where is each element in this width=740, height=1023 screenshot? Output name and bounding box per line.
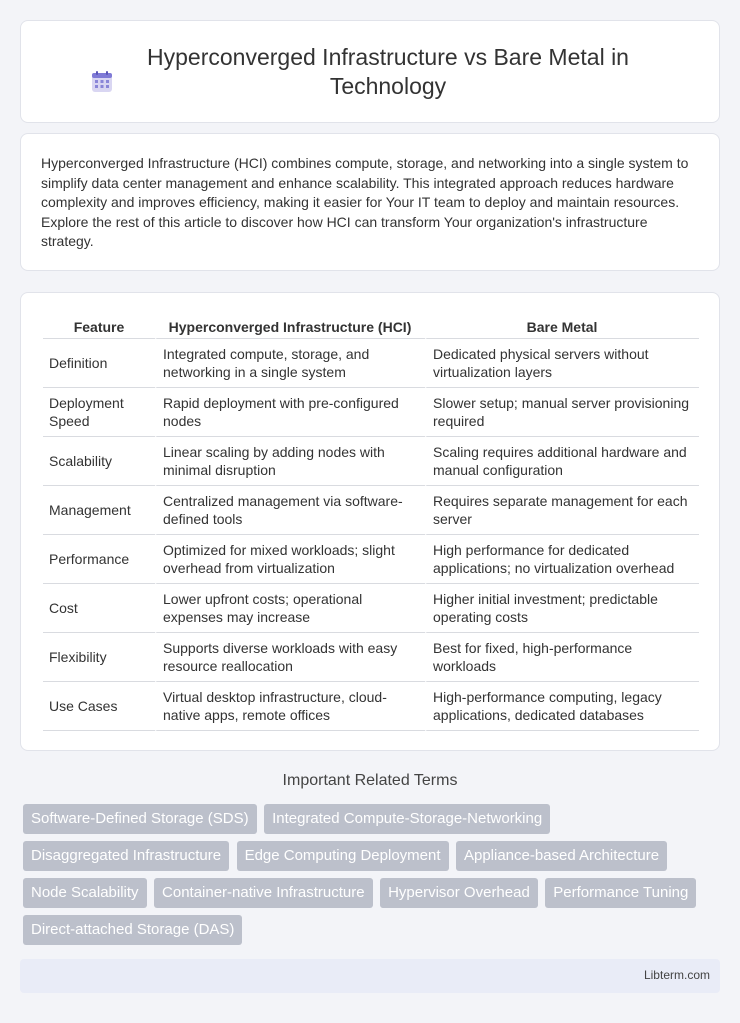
row-feature: Use Cases	[43, 681, 155, 731]
table-row	[43, 387, 699, 436]
row-feature: Performance	[43, 534, 155, 583]
row-feature: Management	[43, 485, 155, 534]
calendar-icon	[90, 69, 116, 95]
footer-site-link[interactable]: Libterm.com	[643, 968, 710, 982]
related-term-tag[interactable]: Disaggregated Infrastructure	[23, 841, 229, 871]
related-terms-title: Important Related Terms	[282, 772, 458, 789]
row-bare-metal: Dedicated physical servers without virtualization layers	[425, 338, 699, 387]
table-row	[43, 485, 699, 534]
row-hci: Lower upfront costs; operational expenses may increase	[155, 583, 425, 632]
related-term-tag[interactable]: Edge Computing Deployment	[237, 841, 449, 871]
row-hci: Optimized for mixed workloads; slight overhead from virtualization	[155, 534, 425, 583]
row-hci: Centralized management via software-defined tools	[155, 485, 425, 534]
page-title: Hyperconverged Infrastructure vs Bare Metal in Technology	[147, 43, 629, 99]
intro-text: Hyperconverged Infrastructure (HCI) combines compute, storage, and networking into a single system to simplify data center management and enhance scalability. This integrated approach reduces hardware complexity and improves efficiency, making it easier for Your IT team to deploy and maintain resources. Explore the rest of this article to discover how HCI can transform Your organization's infrastructure strategy.	[41, 155, 689, 250]
comparison-card	[20, 292, 720, 751]
table-row	[43, 534, 699, 583]
row-feature: Cost	[43, 583, 155, 632]
row-feature: Deployment Speed	[43, 387, 155, 436]
row-hci: Rapid deployment with pre-configured nodes	[155, 387, 425, 436]
intro-card	[20, 133, 720, 271]
header-hci: Hyperconverged Infrastructure (HCI)	[168, 319, 412, 335]
row-hci: Virtual desktop infrastructure, cloud-native apps, remote offices	[155, 681, 425, 731]
related-term-tag[interactable]: Software-Defined Storage (SDS)	[23, 804, 257, 834]
row-feature: Definition	[43, 338, 155, 387]
row-bare-metal: Best for fixed, high-performance workloads	[425, 632, 699, 681]
comparison-table	[43, 315, 699, 731]
related-term-tag[interactable]: Integrated Compute-Storage-Networking	[264, 804, 550, 834]
row-feature: Flexibility	[43, 632, 155, 681]
related-term-tag[interactable]: Hypervisor Overhead	[380, 878, 538, 908]
related-terms-list	[23, 804, 723, 952]
related-term-tag[interactable]: Direct-attached Storage (DAS)	[23, 915, 242, 945]
row-feature: Scalability	[43, 436, 155, 485]
row-bare-metal: Scaling requires additional hardware and manual configuration	[425, 436, 699, 485]
row-hci: Integrated compute, storage, and networking in a single system	[155, 338, 425, 387]
row-bare-metal: High performance for dedicated applications; no virtualization overhead	[425, 534, 699, 583]
table-row	[43, 632, 699, 681]
table-header-row	[43, 315, 699, 338]
row-bare-metal: High-performance computing, legacy applications, dedicated databases	[425, 681, 699, 731]
row-hci: Supports diverse workloads with easy resource reallocation	[155, 632, 425, 681]
table-row	[43, 583, 699, 632]
header-card	[20, 20, 720, 123]
related-term-tag[interactable]: Node Scalability	[23, 878, 147, 908]
table-row	[43, 338, 699, 387]
row-hci: Linear scaling by adding nodes with minimal disruption	[155, 436, 425, 485]
header-feature: Feature	[73, 319, 125, 335]
footer	[20, 959, 720, 993]
header-inner	[90, 43, 650, 101]
row-bare-metal: Slower setup; manual server provisioning required	[425, 387, 699, 436]
related-term-tag[interactable]: Container-native Infrastructure	[154, 878, 373, 908]
row-bare-metal: Requires separate management for each server	[425, 485, 699, 534]
header-bare-metal: Bare Metal	[526, 319, 598, 335]
row-bare-metal: Higher initial investment; predictable operating costs	[425, 583, 699, 632]
table-row	[43, 436, 699, 485]
table-row	[43, 681, 699, 731]
related-term-tag[interactable]: Performance Tuning	[545, 878, 696, 908]
related-term-tag[interactable]: Appliance-based Architecture	[456, 841, 667, 871]
